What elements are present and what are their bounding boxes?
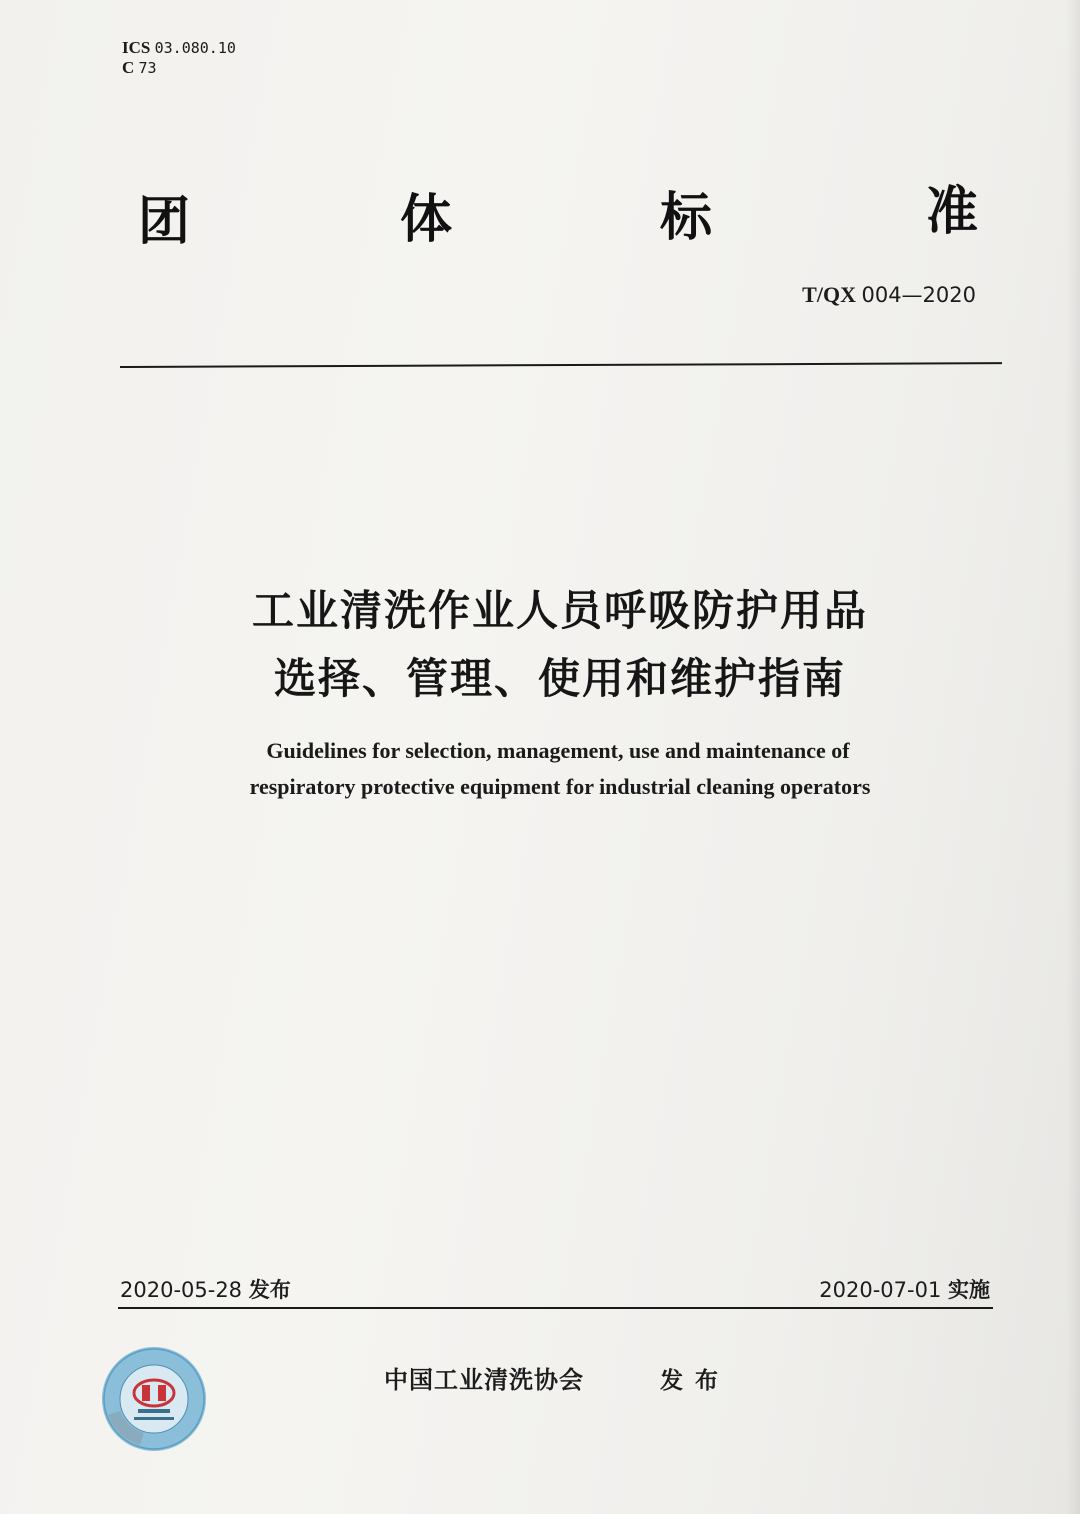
footer-divider	[118, 1307, 993, 1309]
issue-date-suffix: 发布	[248, 1278, 291, 1302]
page-edge-shadow	[1066, 0, 1080, 1514]
standard-code-number: 004—2020	[861, 283, 976, 307]
certification-seal-icon	[100, 1345, 208, 1453]
standard-code-prefix: T/QX	[802, 282, 856, 307]
ccs-label: C	[122, 58, 135, 77]
english-title-line-2: respiratory protective equipment for industrial cleaning operators	[249, 774, 871, 799]
chinese-title-line-2: 选择、管理、使用和维护指南	[273, 654, 846, 703]
ics-label: ICS	[122, 38, 151, 57]
publisher-action: 发布	[660, 1368, 730, 1394]
effective-date	[819, 1274, 990, 1304]
effective-date-value: 2020-07-01	[819, 1278, 942, 1302]
standard-type-char-4: 准	[926, 182, 979, 242]
issue-date-value: 2020-05-28	[120, 1278, 243, 1302]
standard-type-heading	[138, 182, 986, 252]
ccs-line	[122, 58, 236, 78]
classification-codes	[122, 38, 236, 78]
ics-line	[122, 38, 236, 58]
standard-type-char-3: 标	[660, 188, 713, 248]
standard-code	[802, 282, 976, 308]
english-title-line-1: Guidelines for selection, management, use and maintenance of	[266, 738, 850, 763]
issue-date	[120, 1274, 291, 1304]
publisher-name: 中国工业清洗协会	[384, 1366, 584, 1394]
standard-type-char-1: 团	[138, 192, 191, 252]
ccs-code: 73	[138, 59, 157, 77]
standard-type-char-2: 体	[400, 190, 453, 250]
header-divider	[120, 362, 1002, 368]
chinese-title-line-1: 工业清洗作业人员呼吸防护用品	[251, 586, 868, 635]
effective-date-suffix: 实施	[948, 1278, 990, 1302]
ics-code: 03.080.10	[154, 39, 236, 57]
